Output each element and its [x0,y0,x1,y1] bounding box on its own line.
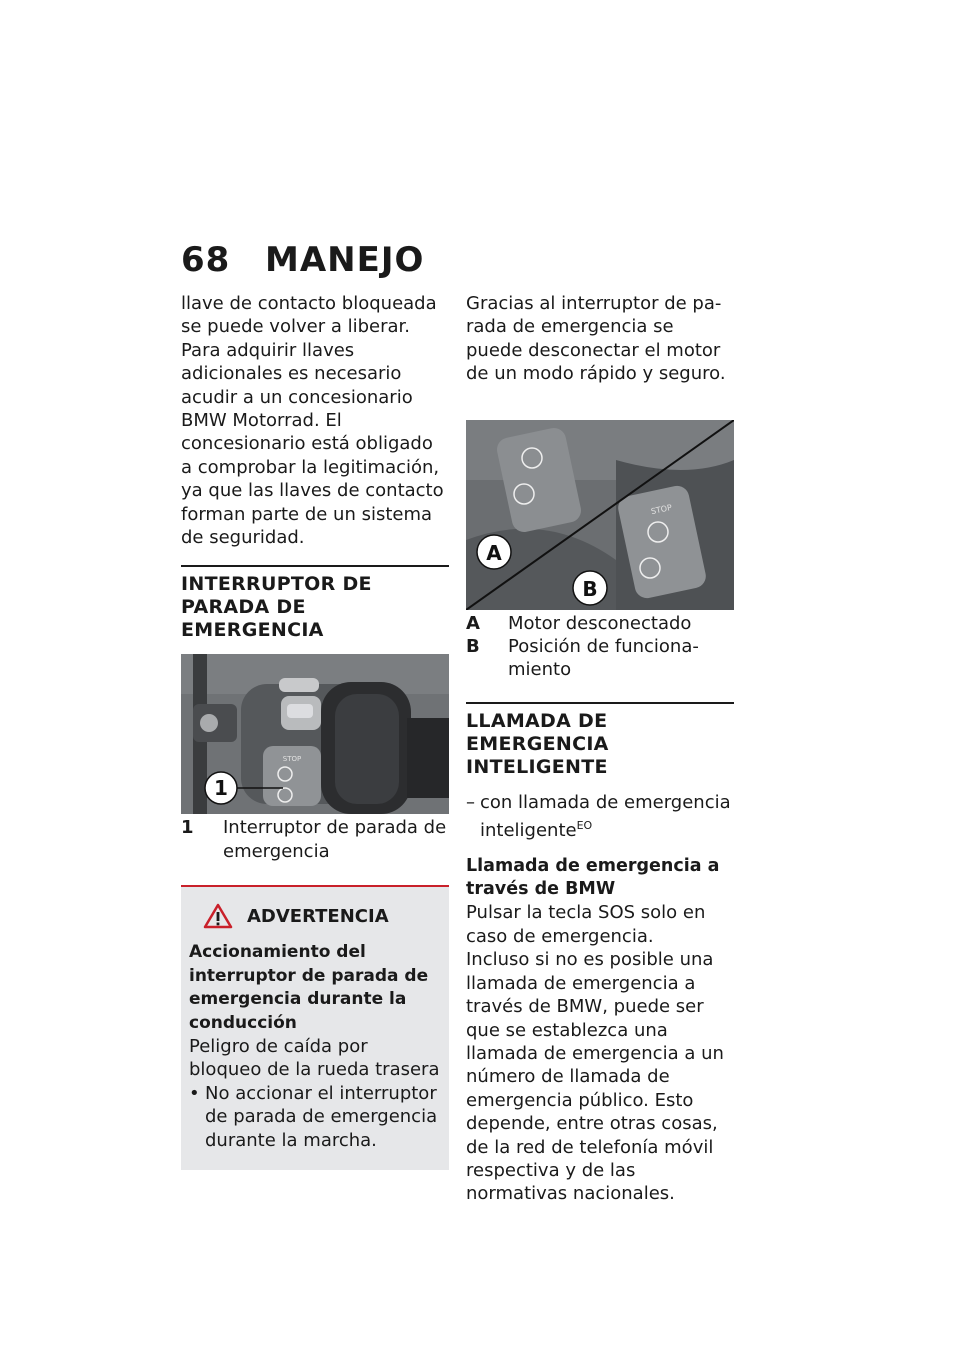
intro-paragraph-2: Para adquirir llaves adicionales es necesario acudir a un concesionario BMW Motorrad. El concesionario está obligado a comprobar la legitimación, ya que las llaves de contacto forman parte de un sistema de seguridad. [181,339,444,549]
legend-item [181,816,449,863]
switch-positions-illustration [466,420,734,610]
section-heading-intelligent-emergency-call: LLAMADA DE EMERGENCIA INTELIGENTE [466,709,609,778]
right-paragraph-2: Incluso si no es posible una llamada de emergencia a través de BMW, puede ser que se establezca una llamada de emergencia a un número de llamada de emergencia público. Esto depende, entre otras cosas, de la red de telefonía móvil respectiva y de las normativas nacionales. [466,949,724,1205]
warning-bold-text: Accionamiento del interruptor de parada de emergencia durante la conducción [189,942,429,1033]
dash-mark: – [466,791,475,813]
warning-text: Peligro de caída por bloqueo de la rueda trasera [189,1035,440,1081]
legend-item [466,635,734,682]
warning-bullet [189,1082,441,1152]
right-paragraph-1: Pulsar la tecla SOS solo en caso de emergencia. [466,902,706,947]
warning-box [181,885,449,1170]
legend-text: Interruptor de parada de emergencia [223,817,447,862]
option-text-wrap [480,791,734,843]
warning-title [203,903,441,929]
right-column [466,292,734,1206]
legend-list-ab [466,612,734,682]
legend-text: Motor desconectado [508,612,692,634]
stop-sticker-text: STOP [282,755,302,764]
warning-label: ADVERTENCIA [247,905,389,927]
stop-sticker-text-b: STOP [650,502,673,516]
legend-key: A [466,612,480,634]
option-superscript: EO [576,819,593,833]
right-intro-paragraph: Gracias al interruptor de parada de emergencia se puede desconectar el motor de un modo rápido y seguro. [466,293,726,385]
section-divider [181,565,449,567]
bullet-mark: • [189,1082,200,1104]
figure-switch-positions [466,420,734,610]
left-column [181,292,449,1170]
legend-item [466,612,734,635]
chapter-title: MANEJO [265,240,425,280]
legend-key: B [466,636,480,658]
intro-paragraph-1: llave de contacto bloqueada se puede volver a liberar. [181,293,437,338]
option-text: con llamada de emergencia inteligente [480,791,731,842]
page-number: 68 [181,240,231,280]
legend-text: Posición de funcionamiento [508,636,699,681]
page-header [181,240,424,280]
legend-key: 1 [181,817,194,839]
option-line [466,791,734,843]
label-a: A [486,540,502,565]
legend-list [181,816,449,863]
figure-handlebar-switch [181,654,449,814]
subheading-bmw-call: Llamada de emergencia a través de BMW [466,855,720,900]
warning-bullet-text: No accionar el interruptor de parada de emergencia durante la marcha. [205,1082,438,1151]
handlebar-switch-illustration [181,654,449,814]
callout-1: 1 [214,776,228,801]
label-b: B [582,576,598,601]
section-divider [466,702,734,704]
warning-triangle-icon [203,903,233,929]
section-heading-emergency-stop: INTERRUPTOR DE PARADA DE EMERGENCIA [181,573,372,642]
